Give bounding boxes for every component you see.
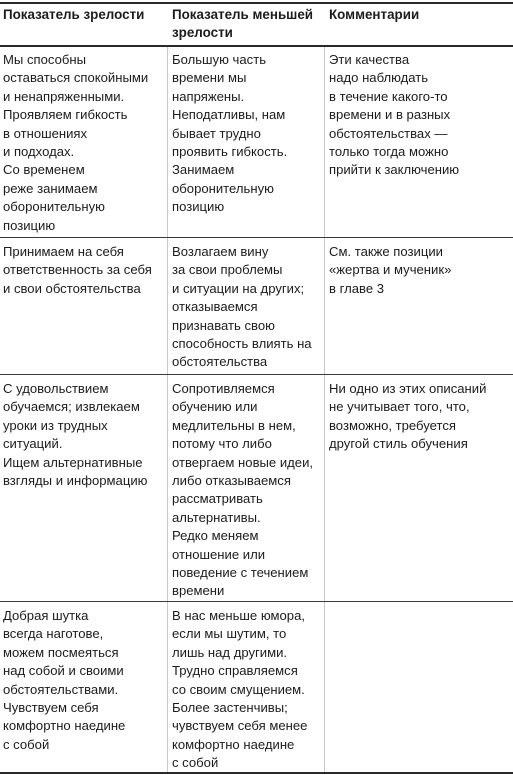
row-4-mature: Добрая шутка всегда наготове, можем посмеяться над собой и своими обстоятельствами. Чувствуем себя комфортно наедине с собой: [3, 608, 126, 752]
header-less-mature: Показатель меньшей зрелости: [172, 7, 314, 40]
table-bottom-rule: [0, 772, 513, 774]
header-rule: [0, 45, 513, 47]
header-comments: Комментарии: [329, 7, 420, 22]
row-1-mature: Мы способны оставаться спокойными и ненапряженными. Проявляем гибкость в отношениях и подходах. Со временем реже занимаем оборонительную позицию: [3, 52, 149, 233]
table-top-rule: [0, 2, 513, 4]
row-2-comment: См. также позиции «жертва и мученик» в главе 3: [329, 244, 452, 296]
row-divider-1: [0, 237, 513, 238]
row-1-comment: Эти качества надо наблюдать в течение какого-то времени и в разных обстоятельствах — только тогда можно прийти к заключению: [329, 52, 460, 178]
row-divider-3: [0, 601, 513, 602]
row-3-less-mature: Сопротивляемся обучению или медлительны в нем, потому что либо отвергаем новые идеи, либо отказываемся рассматривать альтернативы. Редко меняем отношение или поведение с течением времени: [172, 381, 314, 599]
row-1-less-mature: Большую часть времени мы напряжены. Неподатливы, нам бывает трудно проявить гибкость. Занимаем оборонительную позицию: [172, 52, 288, 215]
row-3-mature: С удовольствием обучаемся; извлекаем уроки из трудных ситуаций. Ищем альтернативные взгляды и информацию: [3, 381, 148, 489]
row-4-less-mature: В нас меньше юмора, если мы шутим, то лишь над другими. Трудно справляемся со своим смущением. Более застенчивы; чувствуем себя менее комфортно наедине с собой: [172, 608, 308, 771]
row-2-less-mature: Возлагаем вину за свои проблемы и ситуации на других; отказываемся признавать свою способность влиять на обстоятельства: [172, 244, 312, 370]
row-2-mature: Принимаем на себя ответственность за себя и свои обстоятельства: [3, 244, 152, 296]
row-divider-2: [0, 374, 513, 375]
header-mature: Показатель зрелости: [3, 7, 145, 22]
row-3-comment: Ни одно из этих описаний не учитывает того, что, возможно, требуется другой стиль обучения: [329, 381, 487, 452]
column-divider-1: [167, 47, 168, 773]
